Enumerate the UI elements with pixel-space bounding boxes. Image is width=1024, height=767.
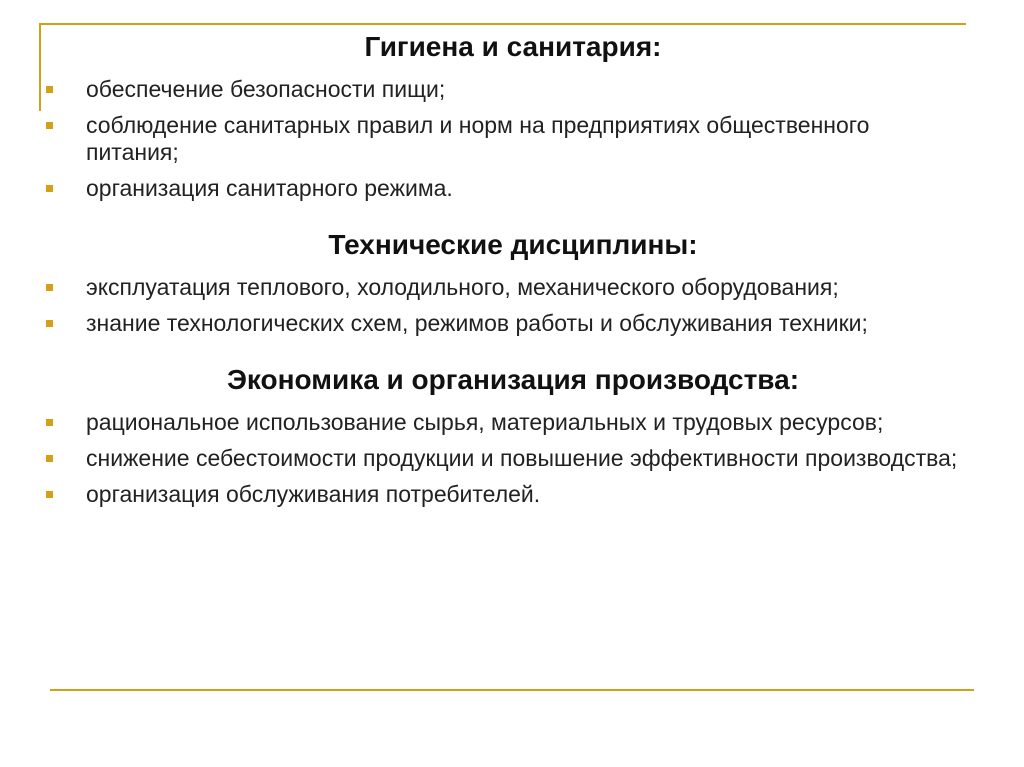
list-item-text: эксплуатация теплового, холодильного, механического оборудования; (86, 274, 839, 300)
list-item-text: соблюдение санитарных правил и норм на предприятиях общественного питания; (86, 112, 870, 165)
bullet-icon (46, 491, 53, 498)
list-item (46, 409, 966, 436)
bullet-icon (46, 320, 53, 327)
technical-list (46, 274, 966, 337)
list-item-text: снижение себестоимости продукции и повышение эффективности производства; (86, 445, 958, 471)
list-item (46, 175, 966, 202)
list-item (46, 76, 966, 103)
bullet-icon (46, 86, 53, 93)
list-item (46, 445, 966, 472)
bullet-icon (46, 419, 53, 426)
slide-content (46, 30, 966, 517)
list-item (46, 112, 966, 166)
bullet-icon (46, 284, 53, 291)
top-border-line (39, 23, 966, 25)
list-item (46, 274, 966, 301)
section-title-economics: Экономика и организация производства: (226, 364, 800, 395)
section-title-technical: Технические дисциплины: (328, 229, 698, 260)
list-item (46, 310, 966, 337)
list-item-text: знание технологических схем, режимов работы и обслуживания техники; (86, 310, 868, 336)
bullet-icon (46, 455, 53, 462)
list-item-text: обеспечение безопасности пищи; (86, 76, 446, 102)
hygiene-list (46, 76, 966, 202)
list-item-text: организация обслуживания потребителей. (86, 481, 541, 507)
bullet-icon (46, 185, 53, 192)
list-item (46, 481, 966, 508)
bullet-icon (46, 122, 53, 129)
left-border-line (39, 23, 41, 111)
list-item-text: организация санитарного режима. (86, 175, 453, 201)
bottom-border-line (50, 689, 974, 691)
economics-list (46, 409, 966, 508)
section-title-hygiene: Гигиена и санитария: (364, 31, 662, 62)
list-item-text: рациональное использование сырья, материальных и трудовых ресурсов; (86, 409, 884, 435)
